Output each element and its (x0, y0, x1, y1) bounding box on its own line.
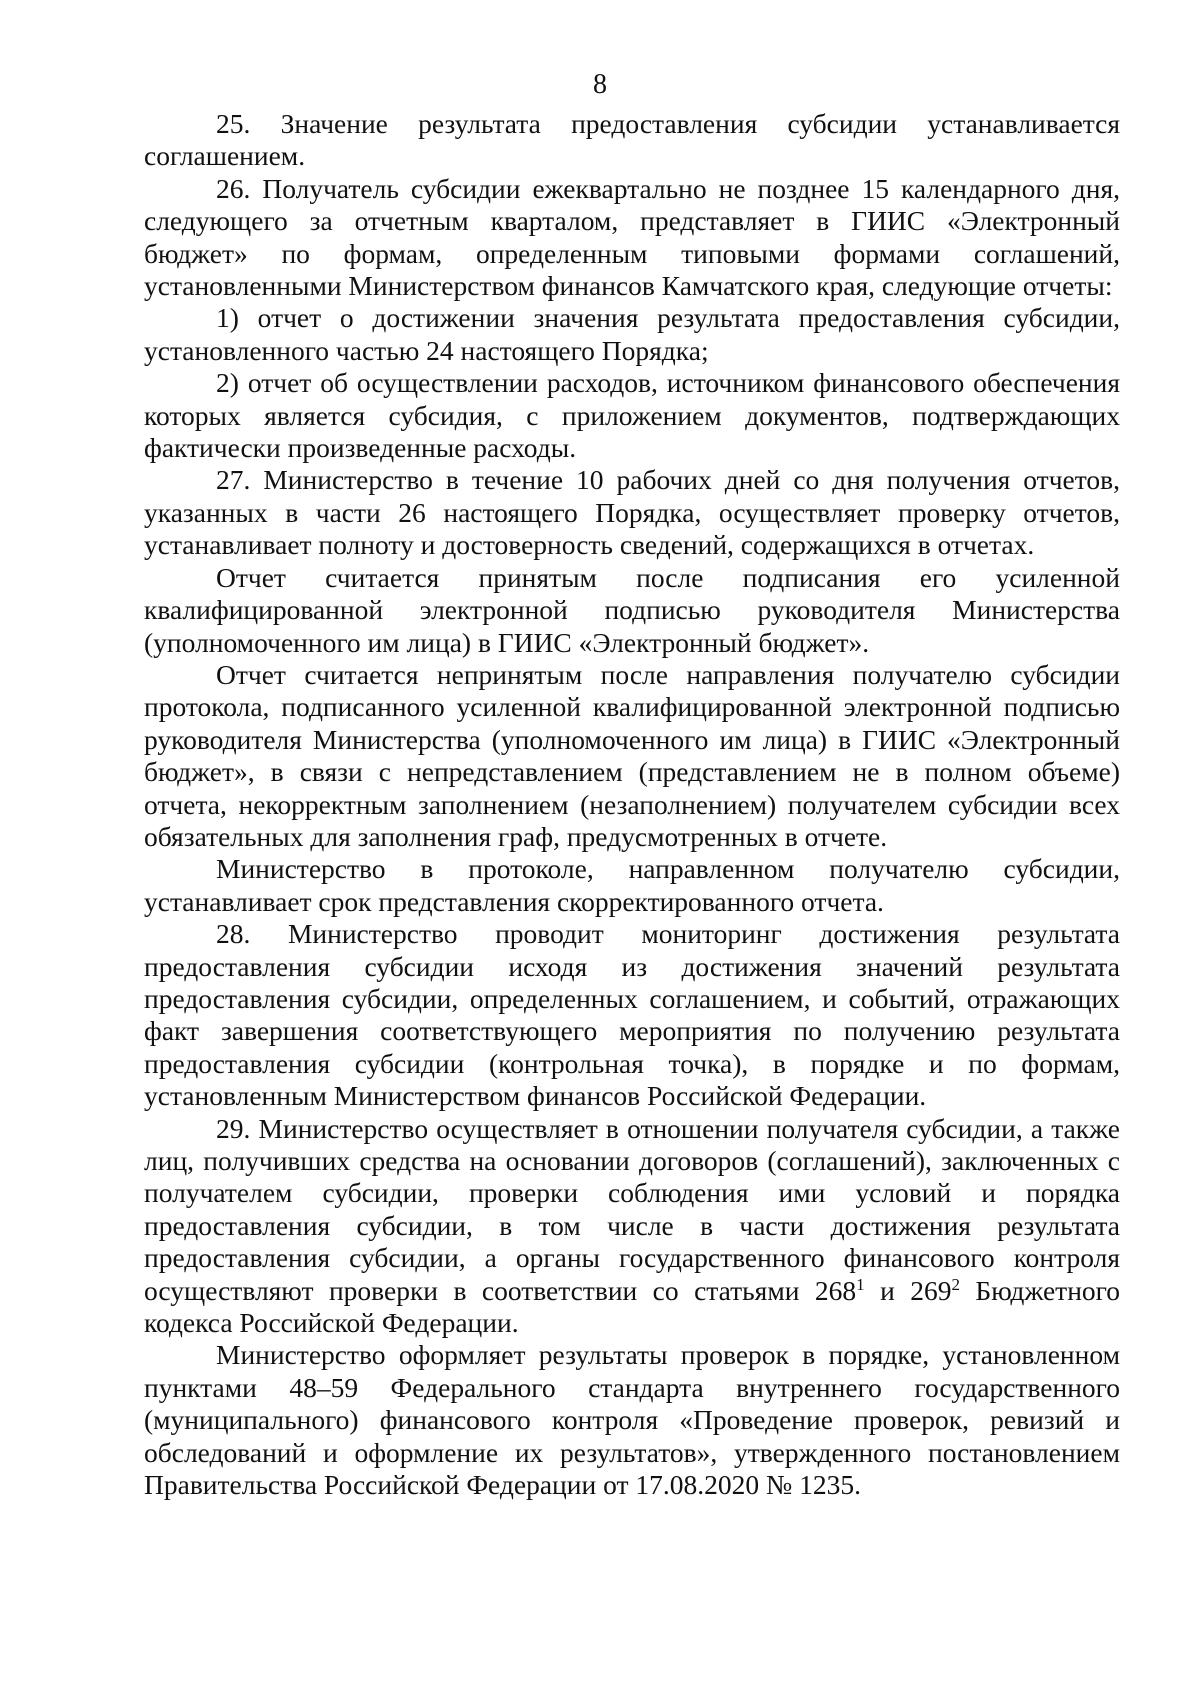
paragraph-26: 26. Получатель субсидии ежеквартально не позднее 15 календарного дня, следующего за отчетным кварталом, представляет в ГИИС «Электронный бюджет» по формам, определенным типовыми формами соглашений, установленными Министерством финансов Камчатского края, следующие отчеты: (144, 172, 1120, 302)
paragraph-29-inspection-results: Министерство оформляет результаты проверок в порядке, установленном пунктами 48–59 Федерального стандарта внутреннего государственного (муниципального) финансового контроля «Проведение проверок, ревизий и обследований и оформление их результатов», утвержденного постановлением Правительства Российской Федерации от 17.08.2020 № 1235. (144, 1339, 1120, 1501)
document-body (144, 108, 1120, 1501)
paragraph-27-report-accepted: Отчет считается принятым после подписания его усиленной квалифицированной электронной подписью руководителя Министерства (уполномоченного им лица) в ГИИС «Электронный бюджет». (144, 561, 1120, 658)
paragraph-27: 27. Министерство в течение 10 рабочих дней со дня получения отчетов, указанных в части 26 настоящего Порядка, осуществляет проверку отчетов, устанавливает полноту и достоверность сведений, содержащихся в отчетах. (144, 464, 1120, 561)
page-number: 8 (593, 69, 607, 100)
paragraph-25: 25. Значение результата предоставления субсидии устанавливается соглашением. (144, 108, 1120, 172)
paragraph-29-text-middle: и 269 (864, 1274, 952, 1306)
paragraph-28: 28. Министерство проводит мониторинг достижения результата предоставления субсидии исходя из достижения значений результата предоставления субсидии, определенных соглашением, и событий, отражающих факт завершения соответствующего мероприятия по получению результата предоставления субсидии (контрольная точка), в порядке и по формам, установленным Министерством финансов Российской Федерации. (144, 918, 1120, 1112)
paragraph-29-text-start: 29. Министерство осуществляет в отношении получателя субсидии, а также лиц, получивших средства на основании договоров (соглашений), заключенных с получателем субсидии, проверки соблюдения ими условий и порядка предоставления субсидии, в том числе в части достижения результата предоставления субсидии, а органы государственного финансового контроля осуществляют проверки в соответствии со статьями 268 (144, 1112, 1120, 1306)
paragraph-26-item-1: 1) отчет о достижении значения результата предоставления субсидии, установленного частью 24 настоящего Порядка; (144, 302, 1120, 366)
paragraph-29-text-end: Бюджетного кодекса Российской Федерации. (144, 1274, 1121, 1339)
paragraph-26-item-2: 2) отчет об осуществлении расходов, источником финансового обеспечения которых является субсидия, с приложением документов, подтверждающих фактически произведенные расходы. (144, 367, 1120, 464)
paragraph-29 (144, 1113, 1120, 1340)
paragraph-27-report-rejected: Отчет считается непринятым после направления получателю субсидии протокола, подписанного усиленной квалифицированной электронной подписью руководителя Министерства (уполномоченного им лица) в ГИИС «Электронный бюджет», в связи с непредставлением (представлением не в полном объеме) отчета, некорректным заполнением (незаполнением) получателем субсидии всех обязательных для заполнения граф, предусмотренных в отчете. (144, 658, 1120, 852)
article-268-superscript: 1 (856, 1274, 865, 1294)
article-269-superscript: 2 (951, 1274, 960, 1294)
paragraph-27-correction-deadline: Министерство в протоколе, направленном получателю субсидии, устанавливает срок представления скорректированного отчета. (144, 853, 1120, 917)
